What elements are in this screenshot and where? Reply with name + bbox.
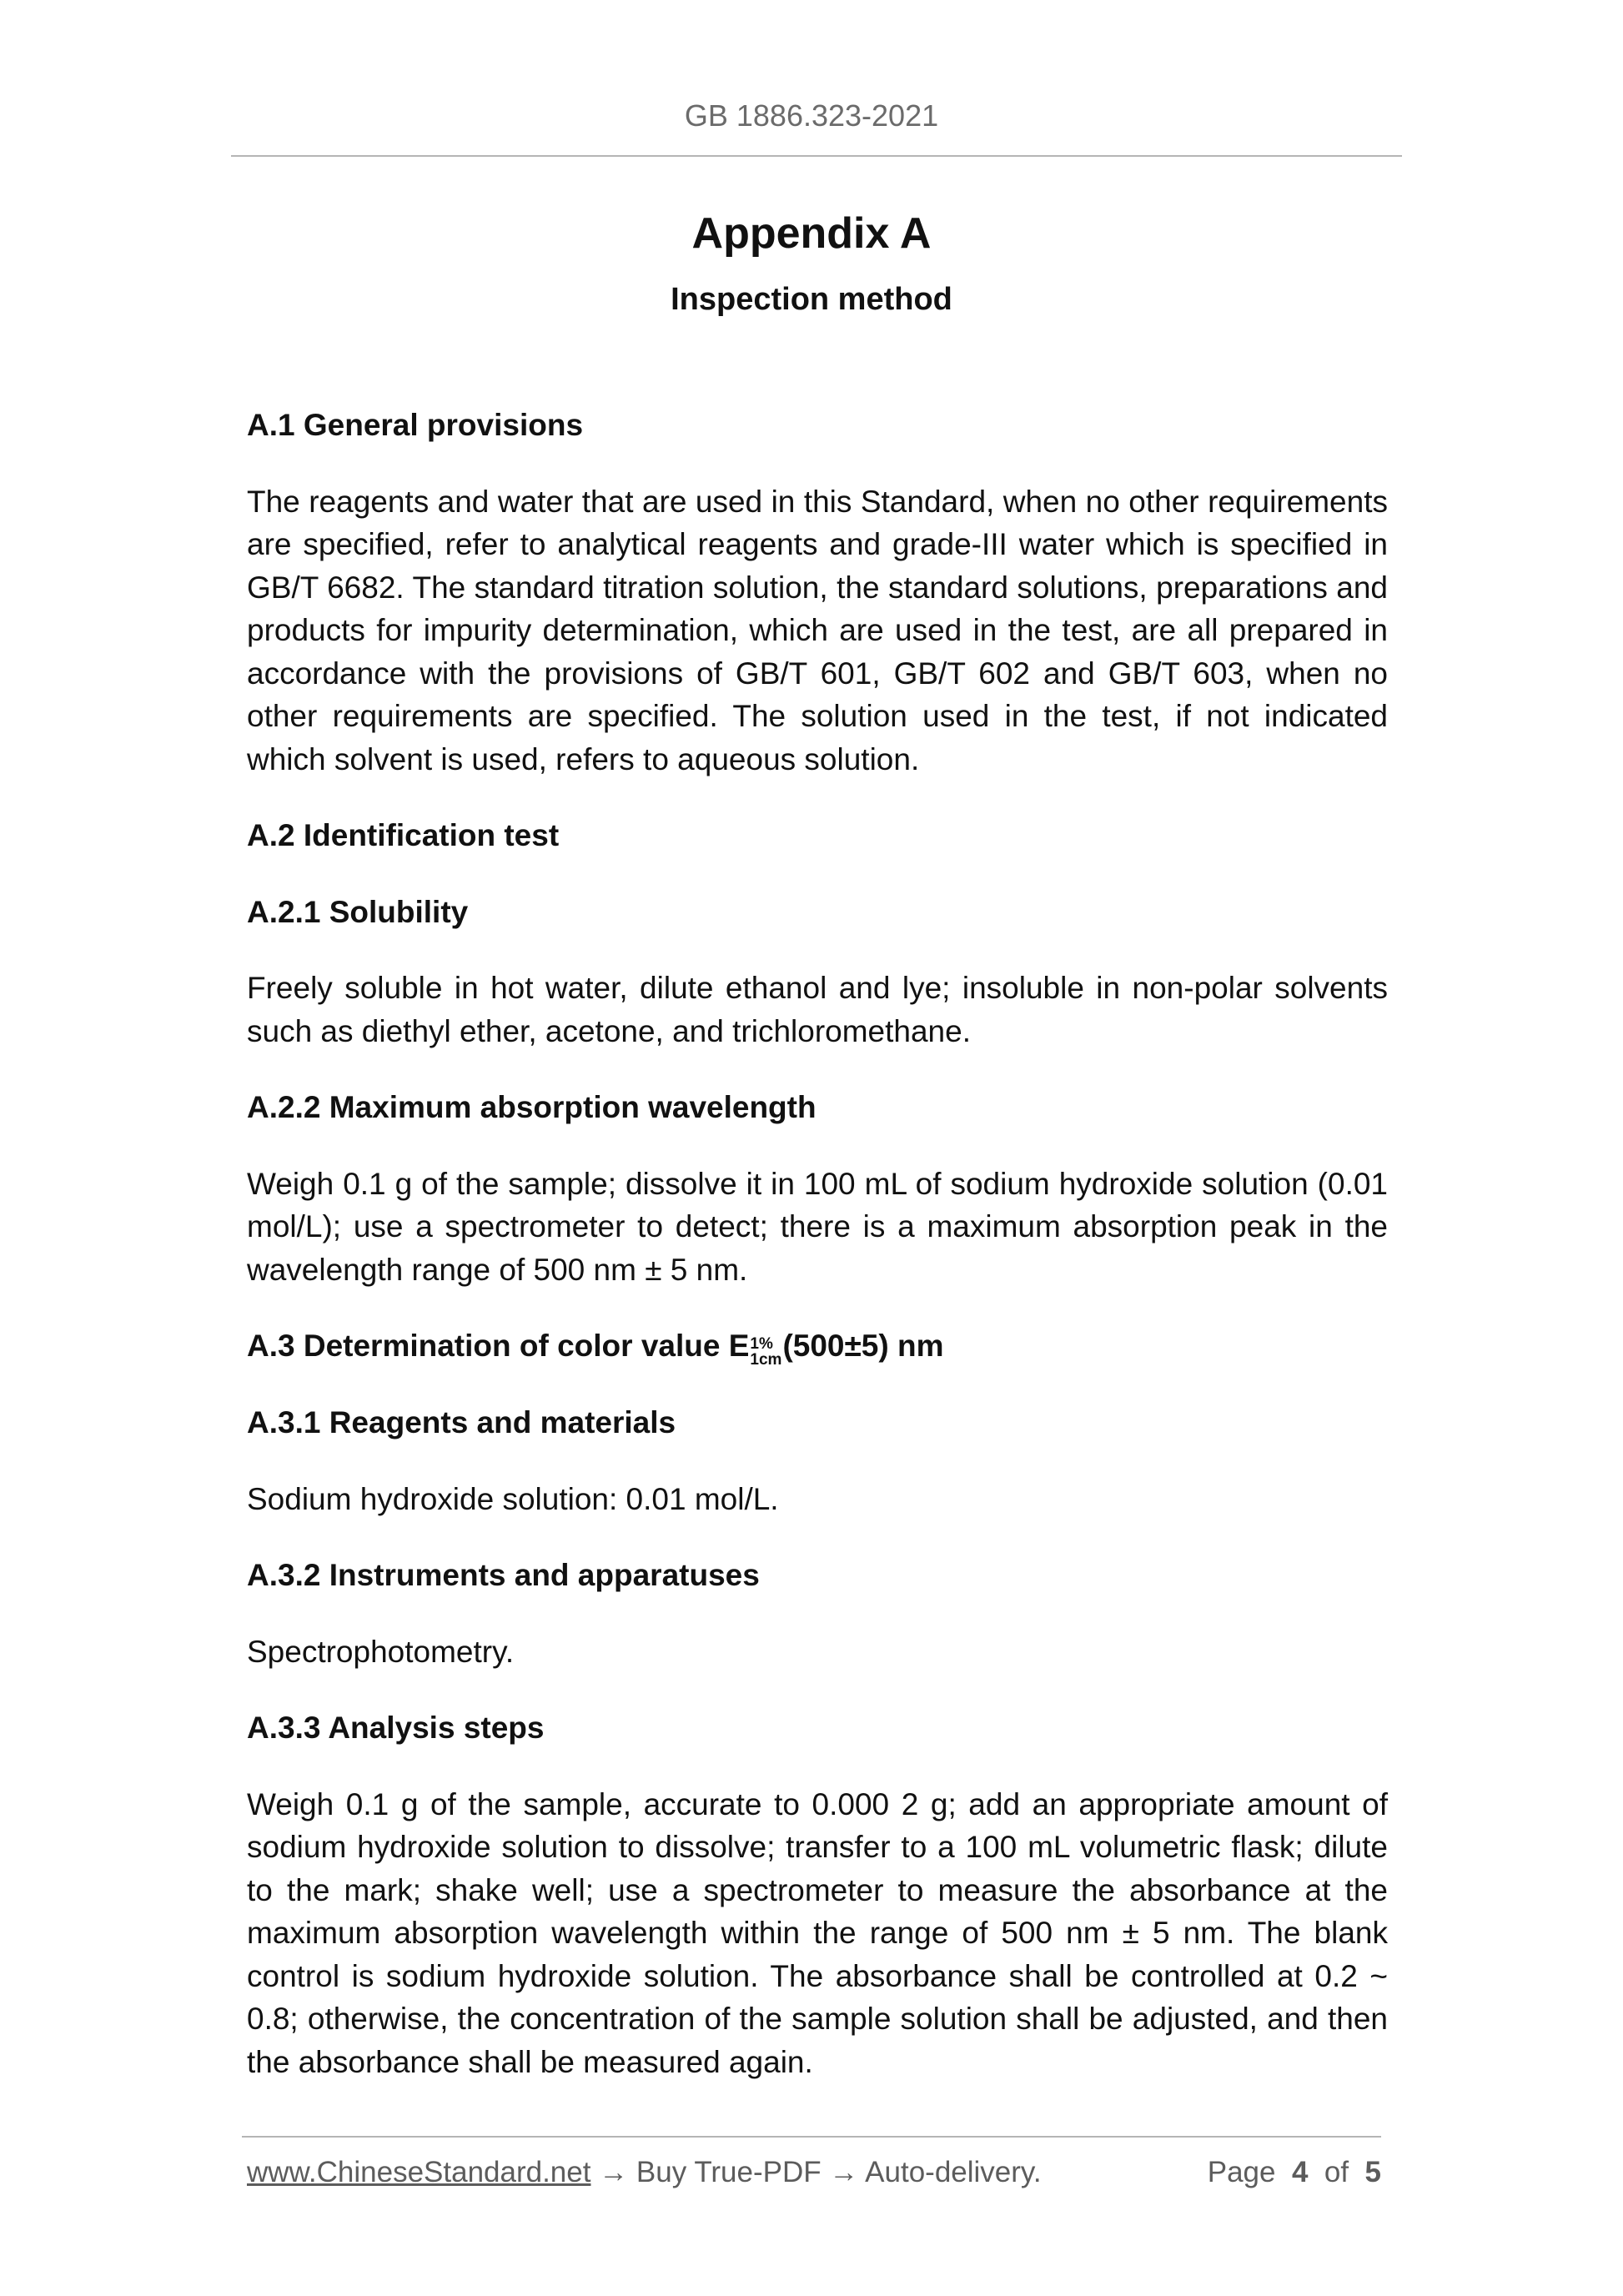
footer-promo [247, 2156, 1042, 2189]
section-heading-a2-1: A.2.1 Solubility [247, 894, 469, 929]
current-page-number: 4 [1291, 2156, 1309, 2188]
page-indicator [1208, 2156, 1381, 2189]
header-standard-code: GB 1886.323-2021 [684, 98, 939, 133]
total-pages-number: 5 [1364, 2156, 1381, 2188]
page-label: Page [1207, 2156, 1276, 2188]
document-body [247, 404, 1388, 2117]
footer-website-link[interactable]: www.ChineseStandard.net [247, 2156, 591, 2188]
section-heading-a3-2: A.3.2 Instruments and apparatuses [247, 1558, 760, 1592]
section-heading-a3-3: A.3.3 Analysis steps [247, 1711, 545, 1745]
header-divider [231, 155, 1402, 157]
extinction-coefficient-notation [750, 1336, 781, 1368]
section-heading-a3-1: A.3.1 Reagents and materials [247, 1405, 676, 1439]
section-paragraph-a2-2: Weigh 0.1 g of the sample; dissolve it in 100 mL of sodium hydroxide solution (0.01 mol/L); use a spectrometer to detect; there is a maximum absorption peak in the wavelength range of 500 nm ± 5 nm. [247, 1166, 1388, 1287]
heading-a3-subscript: 1cm [750, 1351, 782, 1369]
heading-a3-superscript: 1% [750, 1335, 773, 1353]
section-heading-a2: A.2 Identification test [247, 818, 560, 852]
section-heading-a2-2: A.2.2 Maximum absorption wavelength [247, 1090, 817, 1124]
heading-a3-suffix: (500±5) nm [782, 1329, 944, 1363]
heading-a3-prefix: A.3 Determination of color value E [247, 1329, 750, 1363]
footer-promo-text: → Buy True-PDF → Auto-delivery. [590, 2156, 1042, 2188]
section-heading-a3 [247, 1324, 1388, 1368]
section-paragraph-a3-1: Sodium hydroxide solution: 0.01 mol/L. [247, 1481, 779, 1516]
footer-divider [242, 2136, 1381, 2138]
of-label: of [1324, 2156, 1349, 2188]
section-paragraph-a3-2: Spectrophotometry. [247, 1634, 515, 1669]
section-paragraph-a2-1: Freely soluble in hot water, dilute ethanol and lye; insoluble in non-polar solvents such as diethyl ether, acetone, and trichloromethane. [247, 971, 1388, 1048]
section-paragraph-a1: The reagents and water that are used in this Standard, when no other requirements are specified, refer to analytical reagents and grade-III water which is specified in GB/T 6682. The standard titration solution, the standard solutions, preparations and products for impurity determination, which are used in the test, are all prepared in accordance with the provisions of GB/T 601, GB/T 602 and GB/T 603, when no other requirements are specified. The solution used in the test, if not indicated which solvent is used, refers to aqueous solution. [247, 484, 1388, 776]
section-heading-a1: A.1 General provisions [247, 408, 584, 442]
page-subtitle: Inspection method [671, 282, 952, 317]
section-paragraph-a3-3: Weigh 0.1 g of the sample, accurate to 0.000 2 g; add an appropriate amount of sodium hydroxide solution to dissolve; transfer to a 100 mL volumetric flask; dilute to the mark; shake well; use a spectrometer to measure the absorbance at the maximum absorption wavelength within the range of 500 nm ± 5 nm. The blank control is sodium hydroxide solution. The absorbance shall be controlled at 0.2 ~ 0.8; otherwise, the concentration of the sample solution shall be adjusted, and then the absorbance shall be measured again. [247, 1786, 1388, 2079]
page-title: Appendix A [691, 209, 932, 258]
